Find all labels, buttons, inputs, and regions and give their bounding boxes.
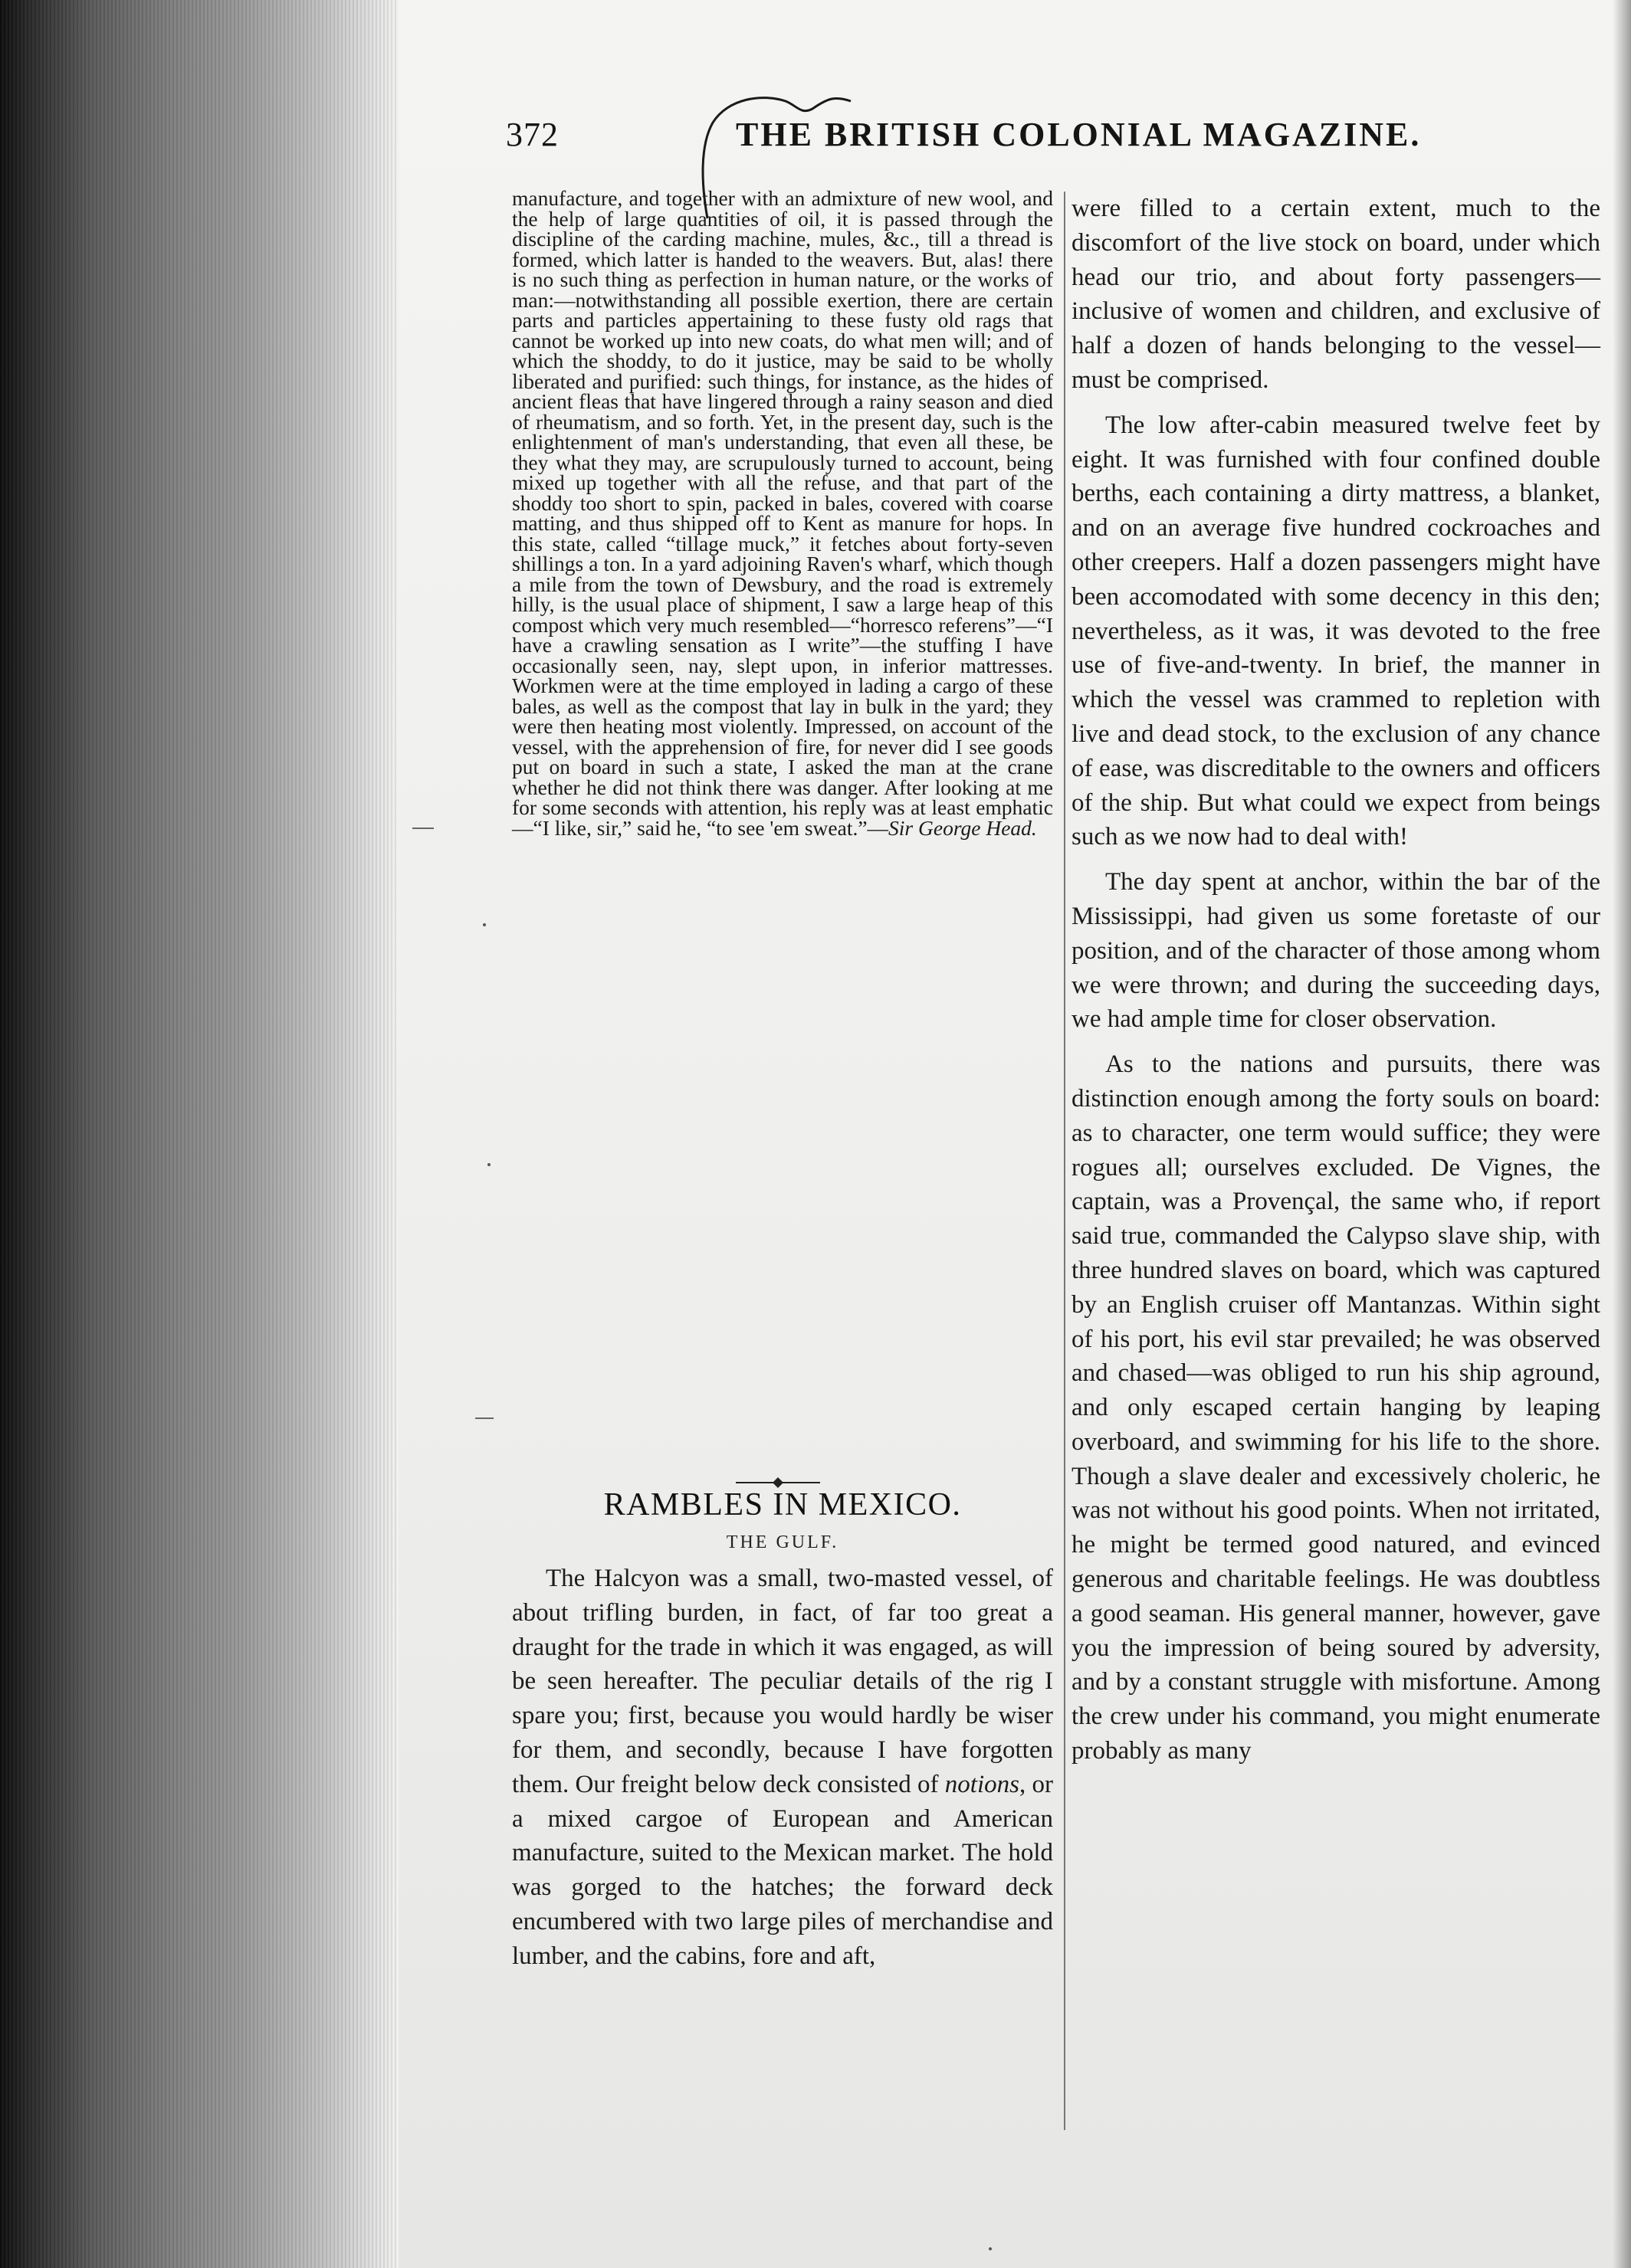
right-column-paragraph: were filled to a certain extent, much to the discomfort of the live stock on board, under which head our trio, and about forty passengers—inclusive of women and children, and exclusive of half a dozen of hands belonging to the vessel—must be comprised. bbox=[1071, 195, 1600, 394]
page-number: 372 bbox=[506, 116, 559, 153]
column-rule bbox=[1064, 192, 1065, 2130]
journal-title: THE BRITISH COLONIAL MAGAZINE. bbox=[736, 116, 1422, 153]
article-body bbox=[512, 1562, 1053, 1974]
left-column bbox=[512, 188, 1053, 838]
article-paragraph bbox=[512, 1562, 1053, 1974]
article-title: RAMBLES IN MEXICO. bbox=[603, 1487, 962, 1522]
italic-word: notions bbox=[944, 1770, 1019, 1798]
page-edge-texture bbox=[0, 0, 399, 2268]
margin-mark bbox=[475, 1418, 494, 1419]
margin-dot bbox=[487, 1163, 491, 1166]
right-column-paragraph: The day spent at anchor, within the bar of the Mississippi, had given us some foretaste of our position, and of the character of those among whom we were thrown; and during the succeeding days, we had ample time for closer observation. bbox=[1071, 868, 1600, 1034]
article-text: , or a mixed cargoe of European and American manufacture, suited to the Mexican market. The hold was gorged to the hatches; the forward deck encumbered with two large piles of merchandise and lumber, and the cabins, fore and aft, bbox=[512, 1770, 1053, 1970]
running-head bbox=[506, 115, 1422, 169]
article-subtitle: THE GULF. bbox=[726, 1532, 839, 1552]
page-right-shadow bbox=[1613, 0, 1631, 2268]
right-column bbox=[1071, 192, 1600, 1770]
article-text: The Halcyon was a small, two-masted vessel, of about trifling burden, in fact, of far too great a draught for the trade in which it was engaged, as will be seen hereafter. The peculiar details of the rig I spare you; first, because you would hardly be wiser for them, and secondly, because I have forgotten them. Our freight below deck consisted of bbox=[512, 1565, 1053, 1798]
left-column-text: manufacture, and together with an admixture of new wool, and the help of large quantities of oil, it is passed through the discipline of the carding machine, mules, &c., till a thread is formed, which latter is handed to the weavers. But, alas! there is no such thing as perfection in human nature, or the works of man:—notwithstanding all possible exertion, there are certain parts and particles appertaining to these fusty old rags that cannot be worked up into new coats, do what men will; and of which the shoddy, to do it justice, may be said to be wholly liberated and purified: such things, for instance, as the hides of ancient fleas that have lingered through a rainy season and died of rheumatism, and so forth. Yet, in the present day, such is the enlightenment of man's understanding, that even all these, be they what they may, are scrupulously turned to account, being mixed up together with all the refuse, and that part of the shoddy too short to spin, packed in bales, covered with coarse matting, and thus shipped off to Kent as manure for hops. In this state, called “tillage muck,” it fetches about forty-seven shillings a ton. In a yard adjoining Raven's wharf, which though a mile from the town of Dewsbury, and the road is extremely hilly, is the usual place of shipment, I saw a large heap of this compost which very much resembled—“horresco referens”—“I have a crawling sensation as I write”—the stuffing I have occasionally seen, nay, slept upon, in inferior mattresses. Workmen were at the time employed in lading a cargo of these bales, as well as the compost that lay in bulk in the yard; they were then heating most violently. Impressed, on account of the vessel, with the apprehension of fire, for never did I see goods put on board in such a state, I asked the man at the crane whether he did not think there was danger. After looking at me for some seconds with attention, his reply was at least emphatic—“I like, sir,” said he, “to see 'em sweat.”— bbox=[512, 186, 1053, 840]
right-column-paragraph: As to the nations and pursuits, there was distinction enough among the forty souls on board: as to character, one term would suffice; they were rogues all; ourselves excluded. De Vignes, the captain, was a Provençal, the same who, if report said true, commanded the Calypso slave ship, with three hundred slaves on board, which was captured by an English cruiser off Mantanzas. Within sight of his port, his evil star prevailed; he was observed and chased—was obliged to run his ship aground, and only escaped certain hanging by leaping overboard, and swimming for his life to the shore. Though a slave dealer and excessively choleric, he was not without his good points. When not irritated, he might be termed good natured, and evinced generous and charitable feelings. He was doubtless a good seaman. His general manner, however, gave you the impression of being soured by adversity, and by a constant struggle with misfortune. Among the crew under his command, you might enumerate probably as many bbox=[1071, 1050, 1600, 1765]
left-column-paragraph bbox=[512, 188, 1053, 838]
margin-dot bbox=[989, 2247, 992, 2250]
margin-mark bbox=[412, 828, 434, 829]
margin-dot bbox=[483, 923, 486, 926]
attribution: Sir George Head. bbox=[888, 815, 1037, 840]
right-column-paragraph: The low after-cabin measured twelve feet by eight. It was furnished with four confined double berths, each containing a dirty mattress, a blanket, and on an average five hundred cockroaches and other creepers. Half a dozen passengers might have been accomodated with some decency in this den; nevertheless, as it was, it was devoted to the free use of five-and-twenty. In brief, the manner in which the vessel was crammed to repletion with live and dead stock, to the exclusion of any chance of ease, was discreditable to the owners and officers of the ship. But what could we expect from beings such as we now had to deal with! bbox=[1071, 411, 1600, 851]
